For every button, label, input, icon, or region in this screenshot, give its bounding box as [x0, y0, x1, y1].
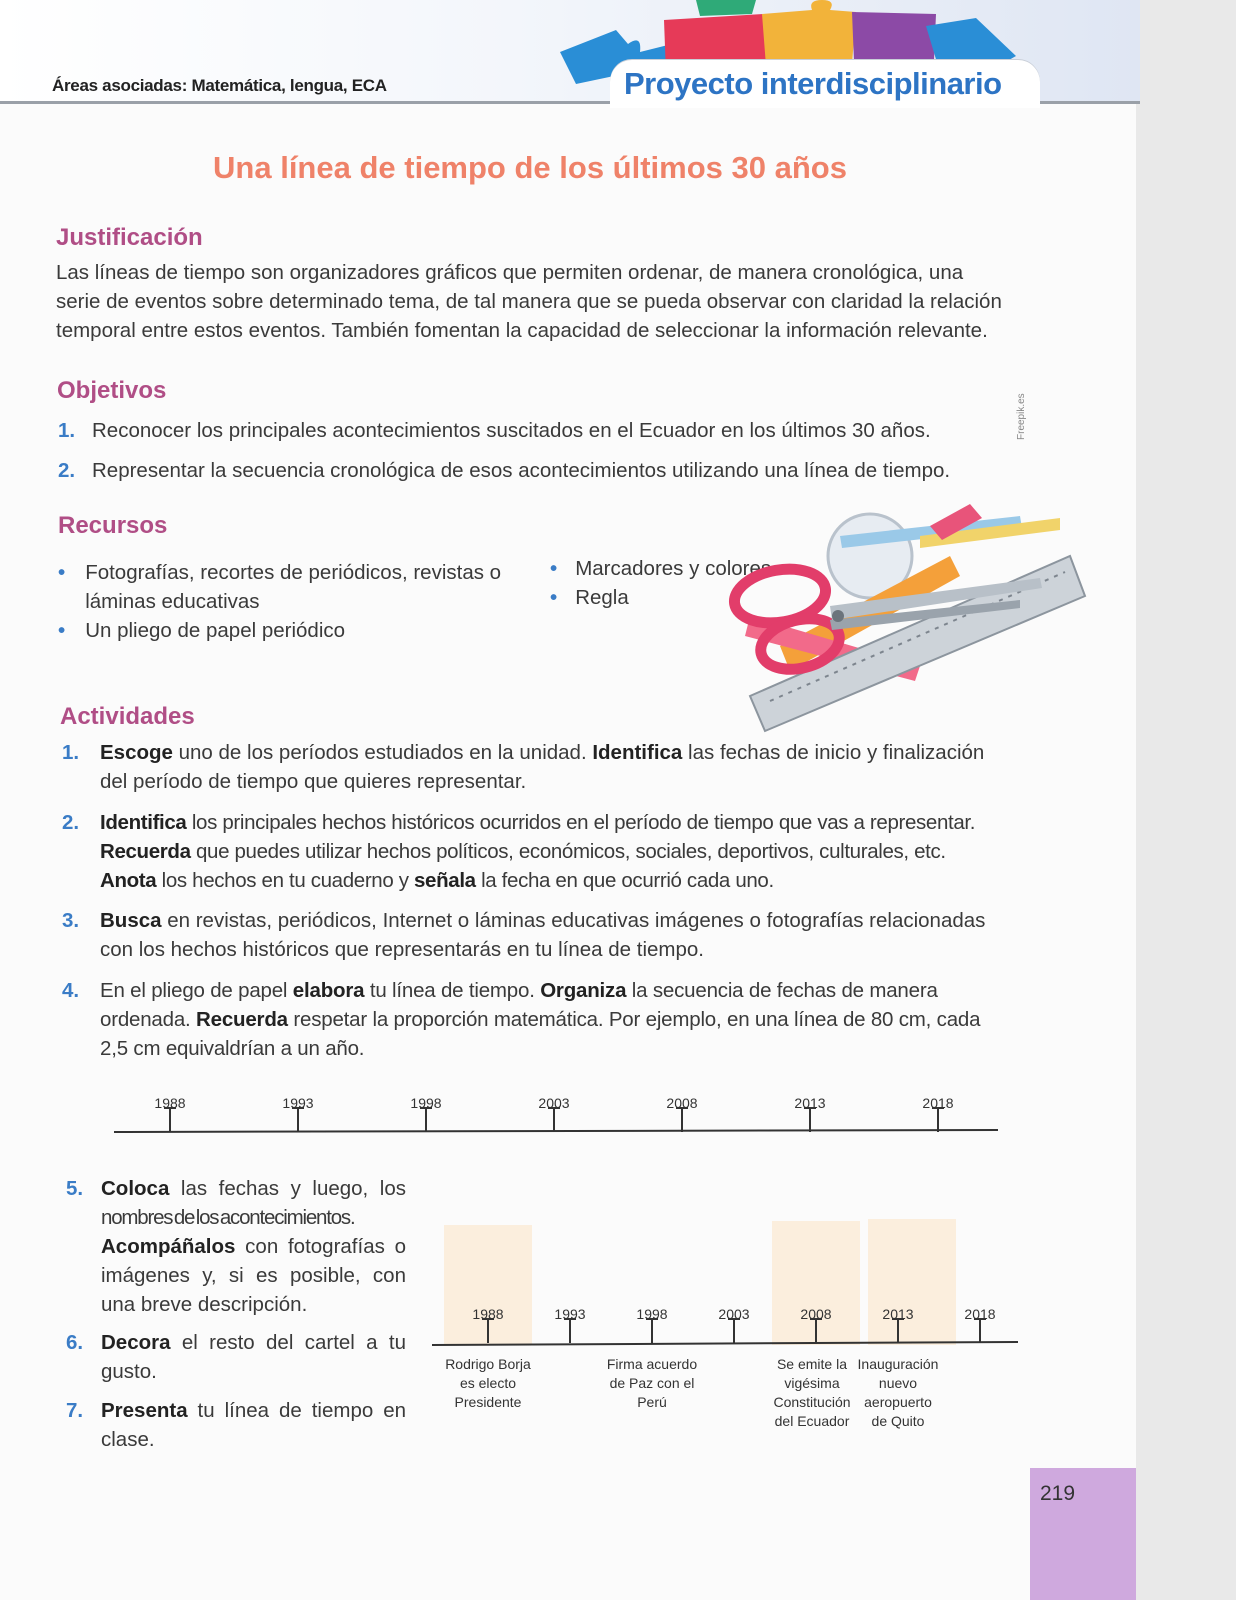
resource-text: Regla: [575, 586, 629, 609]
activity-number: 1.: [62, 741, 80, 764]
resource-text: Fotografías, recortes de periódicos, revistas o: [85, 561, 502, 584]
timeline-tick-1993: [554, 1306, 585, 1343]
activity-number: 7.: [66, 1399, 84, 1422]
timeline-tick-2018: [964, 1306, 995, 1343]
objective-text: Representar la secuencia cronológica de esos acontecimientos utilizando una línea de tiempo.: [92, 459, 951, 482]
timeline-event-1998: Firma acuerdo de Paz con el Perú: [606, 1356, 698, 1410]
timeline-tick-2018: [922, 1095, 953, 1132]
page-number: 219: [1040, 1482, 1076, 1505]
timeline-year-label: 2003: [718, 1306, 750, 1322]
timeline-year-label: 2013: [794, 1095, 826, 1111]
timeline-tick-2003: [538, 1095, 569, 1132]
timeline-tick-2013: [794, 1095, 825, 1132]
objective-item: [58, 416, 1008, 445]
activity-text: gusto.: [101, 1360, 157, 1383]
activity-verb: Acompáñalos: [101, 1235, 236, 1258]
heading-objetivos: Objetivos: [57, 377, 167, 404]
activity-verb: Recuerda: [196, 1008, 288, 1031]
activity-number: 6.: [66, 1331, 84, 1354]
timeline-tick-1998: [636, 1306, 667, 1343]
bullet: •: [58, 619, 66, 642]
timeline-event-1988: Rodrigo Borja es electo Presidente: [445, 1356, 531, 1410]
activity-text: 2,5 cm equivaldrían a un año.: [100, 1037, 365, 1060]
justificacion-text: [56, 258, 1016, 345]
activity-text: con los hechos históricos que representarás en tu línea de tiempo.: [100, 938, 704, 961]
resource-item: [58, 616, 538, 645]
activity-text: uno de los períodos estudiados en la unidad.: [172, 741, 593, 764]
resource-item: [58, 558, 538, 616]
activity-verb: Identifica: [100, 811, 187, 834]
timeline-year-label: 2003: [538, 1095, 570, 1111]
heading-actividades: Actividades: [60, 703, 195, 730]
activity-text: con fotografías o: [235, 1235, 406, 1258]
image-credit: Freepik.es: [1016, 393, 1027, 440]
activity-text: tu línea de tiempo en: [187, 1399, 406, 1422]
activity-text: En el pliego de papel: [100, 979, 293, 1002]
timeline-year-label: 2018: [964, 1306, 996, 1322]
timeline-axis: [114, 1130, 998, 1132]
heading-justificacion: Justificación: [56, 224, 203, 251]
page-edge: [1136, 0, 1236, 1600]
bullet: •: [550, 586, 558, 609]
activity-text: los hechos en tu cuaderno y: [156, 869, 414, 892]
activity-verb: Escoge: [100, 741, 173, 764]
timeline-tick-2008: [666, 1095, 697, 1132]
resource-text: láminas educativas: [85, 590, 260, 613]
activity-text: que puedes utilizar hechos políticos, económicos, sociales, deportivos, culturales, etc.: [190, 840, 946, 863]
activity-verb: Recuerda: [100, 840, 191, 863]
timeline-event-2013: Inauguración nuevo aeropuerto de Quito: [857, 1356, 939, 1429]
bullet: •: [58, 561, 66, 584]
activity-verb: Identifica: [592, 741, 683, 764]
activity-text: los principales hechos históricos ocurridos en el período de tiempo que vas a representar.: [186, 811, 976, 834]
activity-verb: Coloca: [101, 1177, 170, 1200]
activity-text: respetar la proporción matemática. Por ejemplo, en una línea de 80 cm, cada: [287, 1008, 981, 1031]
objective-text: Reconocer los principales acontecimientos suscitados en el Ecuador en los últimos 30 años.: [92, 419, 931, 442]
activity-verb: Decora: [101, 1331, 171, 1354]
timeline-tick-2003: [718, 1306, 749, 1343]
timeline-tick-1993: [282, 1095, 313, 1132]
activity-item: [66, 1396, 406, 1454]
activity-text: el resto del cartel a tu: [170, 1331, 406, 1354]
activity-text: clase.: [101, 1428, 155, 1451]
activity-item: [62, 906, 1012, 964]
resources-left: [58, 558, 538, 645]
activity-number: 3.: [62, 909, 80, 932]
timeline-year-label: 1998: [410, 1095, 442, 1111]
activity-item: [66, 1174, 406, 1319]
activity-item: [62, 808, 1012, 895]
resource-text: Marcadores y colores: [575, 557, 772, 580]
activity-item: [62, 738, 1012, 796]
timeline-example: [110, 1080, 1010, 1150]
activity-text: las fechas de inicio y finalización: [682, 741, 985, 764]
activity-verb: Presenta: [101, 1399, 188, 1422]
activity-text: tu línea de tiempo.: [364, 979, 541, 1002]
activity-text: una breve descripción.: [101, 1293, 308, 1316]
activity-verb: Busca: [100, 909, 162, 932]
timeline-with-events: [428, 1215, 1028, 1445]
activity-verb: Organiza: [540, 979, 627, 1002]
timeline-year-label: 2013: [882, 1306, 914, 1322]
associated-areas: Áreas asociadas: Matemática, lengua, ECA: [52, 76, 387, 95]
activity-number: 4.: [62, 979, 80, 1002]
timeline-event-2008: Se emite la vigésima Constitución del Ecuador: [773, 1356, 851, 1429]
justificacion-line: serie de eventos sobre determinado tema, de tal manera que se pueda observar con claridad la relación: [56, 290, 1002, 313]
activity-text: la fecha en que ocurrió cada uno.: [475, 869, 774, 892]
objective-item: [58, 456, 1008, 485]
activity-item: [62, 976, 1012, 1063]
activity-text: nombres de los acontecimientos.: [101, 1206, 355, 1229]
school-supplies-illustration: [720, 496, 1100, 736]
activity-verb: elabora: [292, 979, 365, 1002]
activity-text: la secuencia de fechas de manera: [626, 979, 938, 1002]
justificacion-line: temporal entre estos eventos. También fomentan la capacidad de seleccionar la información relevante.: [56, 319, 988, 342]
objective-number: 1.: [58, 419, 76, 442]
timeline-year-label: 2008: [666, 1095, 698, 1111]
timeline-tick-1988: [154, 1095, 185, 1132]
activity-text: del período de tiempo que quieres representar.: [100, 770, 527, 793]
bullet: •: [550, 557, 558, 580]
photo-placeholder: [868, 1219, 956, 1345]
objective-number: 2.: [58, 459, 76, 482]
activity-verb: señala: [414, 869, 476, 892]
timeline-year-label: 2008: [800, 1306, 832, 1322]
timeline-year-label: 1998: [636, 1306, 668, 1322]
activity-number: 2.: [62, 811, 80, 834]
activity-text: en revistas, periódicos, Internet o láminas educativas imágenes o fotografías relacionadas: [161, 909, 986, 932]
page-title: Una línea de tiempo de los últimos 30 años: [213, 150, 847, 185]
heading-recursos: Recursos: [58, 512, 168, 539]
resource-text: Un pliego de papel periódico: [85, 619, 346, 642]
timeline-year-label: 1988: [472, 1306, 504, 1322]
timeline-year-label: 2018: [922, 1095, 954, 1111]
activity-text: imágenes y, si es posible, con: [101, 1264, 406, 1287]
activity-item: [66, 1328, 406, 1386]
justificacion-line: Las líneas de tiempo son organizadores gráficos que permiten ordenar, de manera cronológica, una: [56, 261, 964, 284]
activity-verb: Anota: [100, 869, 157, 892]
timeline-year-label: 1988: [154, 1095, 186, 1111]
timeline-year-label: 1993: [282, 1095, 314, 1111]
activity-text: ordenada.: [100, 1008, 197, 1031]
timeline-tick-1998: [410, 1095, 441, 1132]
project-label: Proyecto interdisciplinario: [624, 66, 1002, 101]
activity-text: las fechas y luego, los: [169, 1177, 406, 1200]
timeline-year-label: 1993: [554, 1306, 586, 1322]
activity-number: 5.: [66, 1177, 84, 1200]
